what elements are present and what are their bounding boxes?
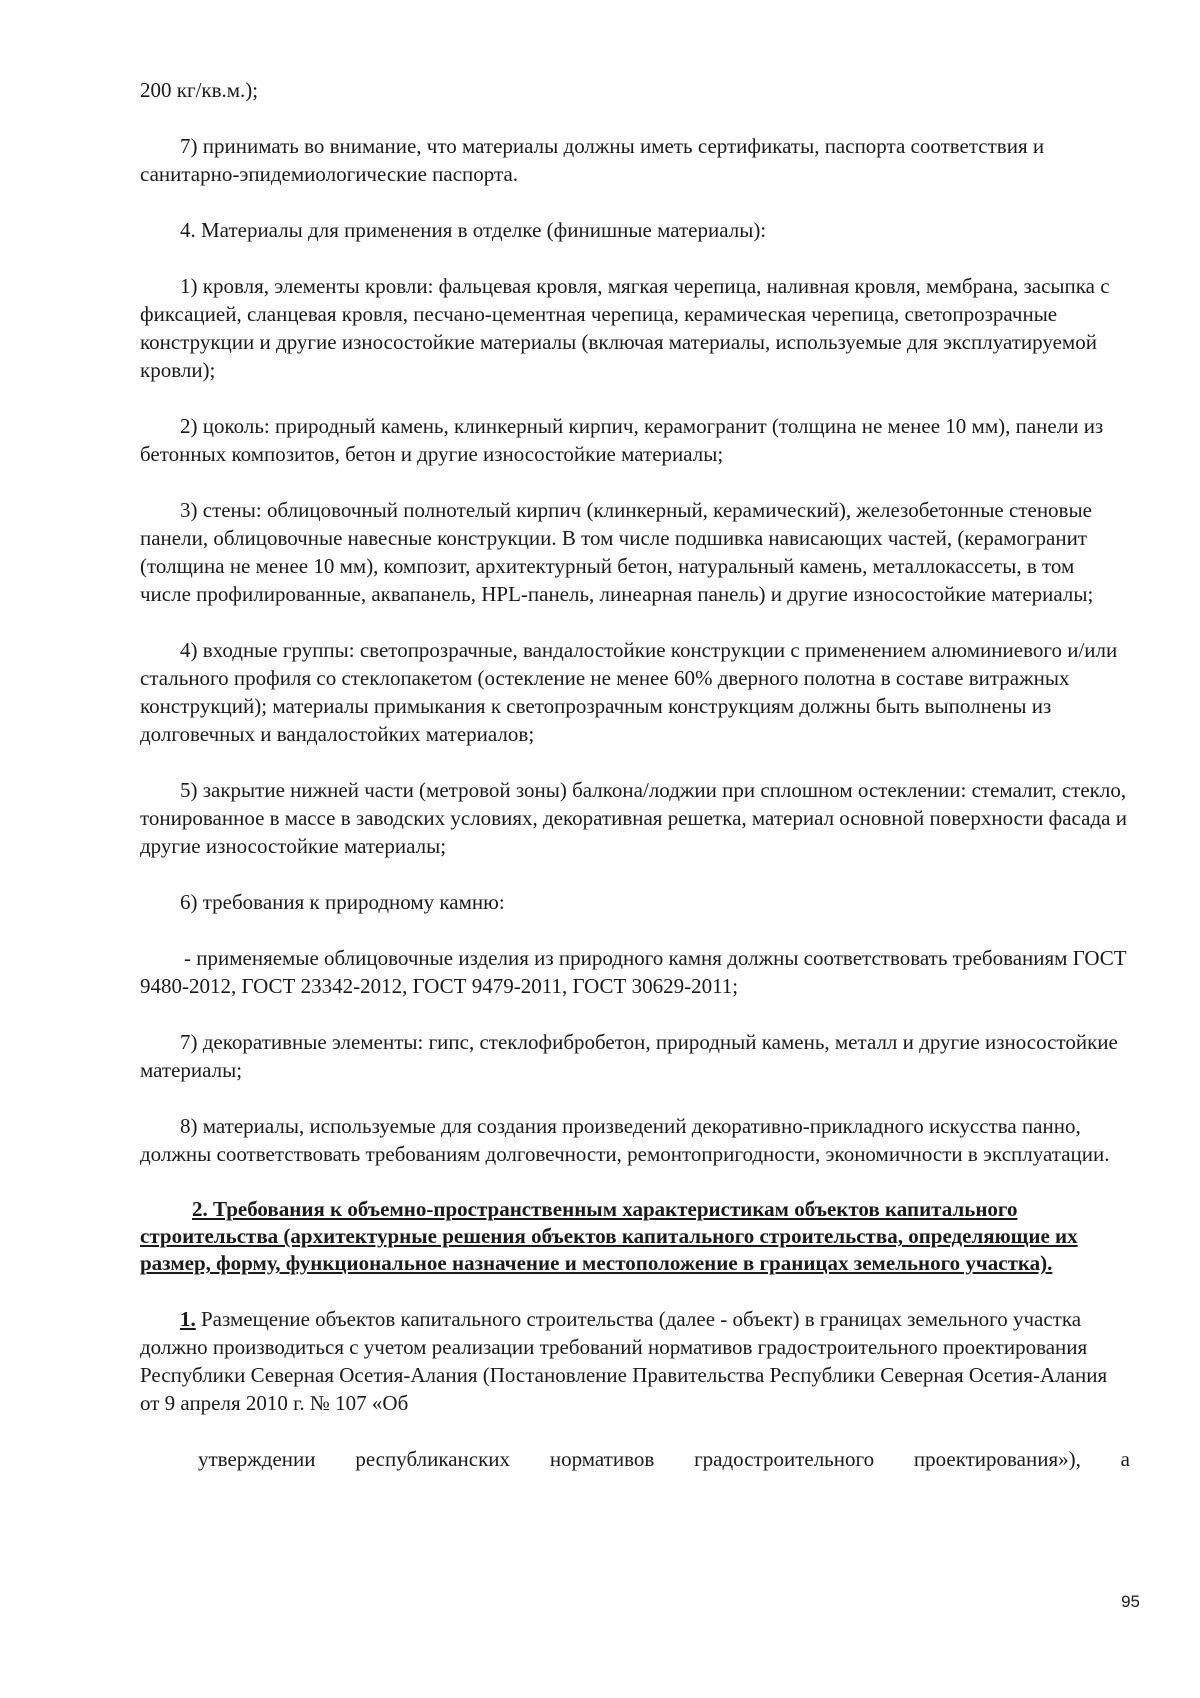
paragraph-item-4-entrance-groups: 4) входные группы: светопрозрачные, вандалостойкие конструкции с применением алюминиевого и/или стального профиля со стеклопакетом (остекление не менее 60% дверного полотна в составе витражных конструкций); материалы примыкания к светопрозрачным конструкциям должны быть выполнены из долговечных и вандалостойких материалов; xyxy=(140,638,1118,746)
page-number: 95 xyxy=(1121,1592,1140,1611)
paragraph-item-7-decorative: 7) декоративные элементы: гипс, стеклофибробетон, природный камень, металл и другие износостойкие материалы; xyxy=(140,1030,1118,1082)
paragraph-item-6-natural-stone: 6) требования к природному камню: xyxy=(180,890,505,914)
section-heading-2: 2. Требования к объемно-пространственным характеристикам объектов капитального строительства (архитектурные решения объектов капитального строительства, определяющие их размер, форму, функциональное назначение и местоположение в границах земельного участка). xyxy=(140,1197,1078,1275)
paragraph-dash-gost: - применяемые облицовочные изделия из природного камня должны соответствовать требованиям ГОСТ 9480-2012, ГОСТ 23342-2012, ГОСТ 9479-2011, ГОСТ 30629-2011; xyxy=(140,946,1127,998)
paragraph-continuation: 200 кг/кв.м.); xyxy=(140,78,259,102)
paragraph-item-1-roofing: 1) кровля, элементы кровли: фальцевая кровля, мягкая черепица, наливная кровля, мембрана, засыпка с фиксацией, сланцевая кровля, песчано-цементная черепица, керамическая черепица, светопрозрачные конструкции и другие износостойкие материалы (включая материалы, используемые для эксплуатируемой кровли); xyxy=(140,274,1110,382)
paragraph-item-7-certificates: 7) принимать во внимание, что материалы должны иметь сертификаты, паспорта соответствия и санитарно-эпидемиологические паспорта. xyxy=(140,134,1045,186)
paragraph-item-2-plinth: 2) цоколь: природный камень, клинкерный кирпич, керамогранит (толщина не менее 10 мм), панели из бетонных композитов, бетон и другие износостойкие материалы; xyxy=(140,414,1104,466)
paragraph-item-8-artworks: 8) материалы, используемые для создания произведений декоративно-прикладного искусства панно, должны соответствовать требованиям долговечности, ремонтопригодности, экономичности в эксплуатации. xyxy=(140,1114,1110,1166)
paragraph-item-5-balcony: 5) закрытие нижней части (метровой зоны) балкона/лоджии при сплошном остеклении: стемалит, стекло, тонированное в массе в заводских условиях, декоративная решетка, материал основной поверхности фасада и другие износостойкие материалы; xyxy=(140,778,1127,858)
document-body xyxy=(140,76,1130,1501)
paragraph-section-2-item-1 xyxy=(140,1305,1130,1417)
paragraph-section-4-finishing-materials: 4. Материалы для применения в отделке (финишные материалы): xyxy=(180,218,767,242)
paragraph-item-3-walls: 3) стены: облицовочный полнотелый кирпич (клинкерный, керамический), железобетонные стеновые панели, облицовочные навесные конструкции. В том числе подшивка нависающих частей, (керамогранит (толщина не менее 10 мм), композит, архитектурный бетон, натуральный камень, металлокассеты, в том числе профилированные, аквапанель, HPL-панель, линеарная панель) и другие износостойкие материалы; xyxy=(140,498,1094,606)
paragraph-continued-next-page: утверждении республиканских нормативов градостроительного проектирования»), а xyxy=(198,1447,1130,1471)
item-text: Размещение объектов капитального строительства (далее - объект) в границах земельного участка должно производиться с учетом реализации требований нормативов градостроительного проектирования Республики Северная Осетия-Алания (Постановление Правительства Республики Северная Осетия-Алания от 9 апреля 2010 г. № 107 «Об xyxy=(140,1307,1108,1415)
item-number: 1. xyxy=(180,1307,196,1331)
